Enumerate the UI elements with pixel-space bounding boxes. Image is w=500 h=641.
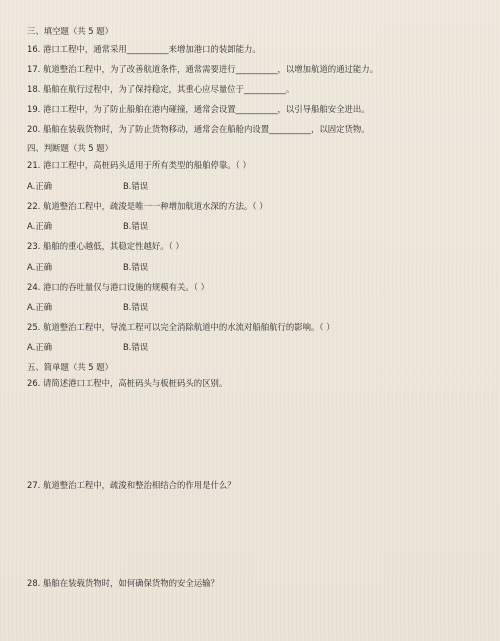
question-17: 17. 航道整治工程中，为了改善航道条件，通常需要进行__________，以增加航道的通过能力。 bbox=[27, 64, 378, 74]
question-28: 28. 船舶在装载货物时，如何确保货物的安全运输？ bbox=[27, 578, 219, 588]
section-3-heading: 三、填空题（共 5 题） bbox=[27, 26, 114, 36]
question-21: 21. 港口工程中，高桩码头适用于所有类型的船舶停靠。（ ） bbox=[27, 160, 251, 170]
question-18: 18. 船舶在航行过程中，为了保持稳定，其重心应尽量位于__________。 bbox=[27, 84, 295, 94]
question-25: 25. 航道整治工程中，导流工程可以完全消除航道中的水流对船舶航行的影响。（ ） bbox=[27, 322, 335, 332]
question-22-option-b[interactable]: B.错误 bbox=[123, 221, 149, 231]
question-22: 22. 航道整治工程中，疏浚是唯一一种增加航道水深的方法。（ ） bbox=[27, 201, 268, 211]
question-24: 24. 港口的吞吐量仅与港口设施的规模有关。（ ） bbox=[27, 282, 209, 292]
question-21-option-a[interactable]: A.正确 bbox=[27, 181, 52, 191]
question-25-option-b[interactable]: B.错误 bbox=[123, 342, 149, 352]
question-23: 23. 船舶的重心越低，其稳定性越好。（ ） bbox=[27, 241, 184, 251]
question-22-option-a[interactable]: A.正确 bbox=[27, 221, 52, 231]
question-23-option-b[interactable]: B.错误 bbox=[123, 262, 149, 272]
question-23-option-a[interactable]: A.正确 bbox=[27, 262, 52, 272]
question-25-option-a[interactable]: A.正确 bbox=[27, 342, 52, 352]
section-5-heading: 五、简单题（共 5 题） bbox=[27, 362, 114, 372]
question-26: 26. 请简述港口工程中，高桩码头与板桩码头的区别。 bbox=[27, 378, 228, 388]
section-4-heading: 四、判断题（共 5 题） bbox=[27, 143, 114, 153]
question-24-option-b[interactable]: B.错误 bbox=[123, 302, 149, 312]
question-16: 16. 港口工程中，通常采用__________来增加港口的装卸能力。 bbox=[27, 44, 261, 54]
question-24-option-a[interactable]: A.正确 bbox=[27, 302, 52, 312]
question-19: 19. 港口工程中，为了防止船舶在港内碰撞，通常会设置__________，以引导船舶安全进出。 bbox=[27, 104, 370, 114]
question-21-option-b[interactable]: B.错误 bbox=[123, 181, 149, 191]
question-20: 20. 船舶在装载货物时，为了防止货物移动，通常会在船舱内设置__________，以固定货物。 bbox=[27, 124, 370, 134]
question-27: 27. 航道整治工程中，疏浚和整治相结合的作用是什么？ bbox=[27, 480, 236, 490]
